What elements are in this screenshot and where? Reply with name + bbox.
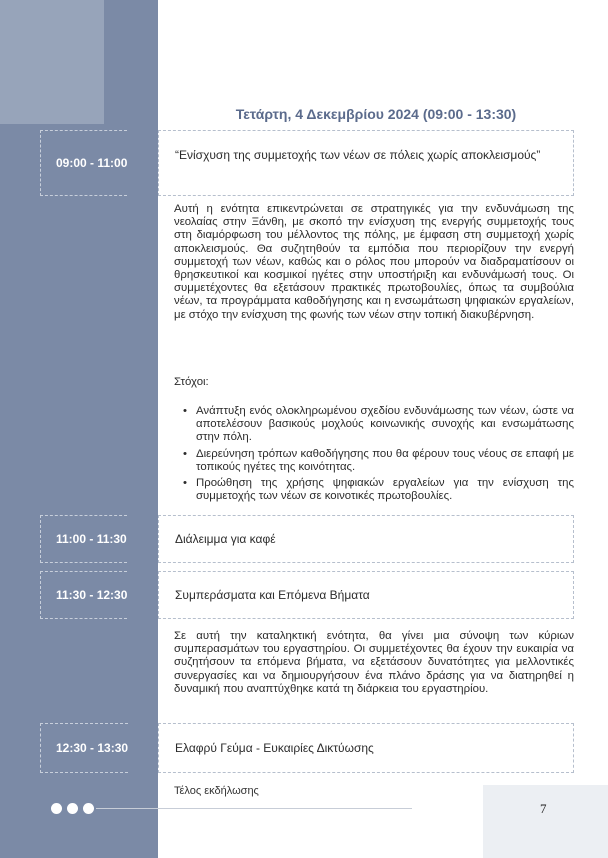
session-time: 11:30 - 12:30 [40,571,127,619]
dot-icon [67,803,78,814]
decorative-dots [51,803,94,814]
page-number: 7 [540,801,547,816]
page-number-box [483,785,608,858]
list-item: • Ανάπτυξη ενός ολοκληρωμένου σχεδίου ενδυνάμωσης των νέων, ώστε να αποτελέσουν βασικούς μοχλούς κοινωνικής συνοχής και ενσωμάτωσης στην πόλη. [196,405,574,445]
session-description: Σε αυτή την καταληκτική ενότητα, θα γίνει μια σύνοψη των κύριων συμπερασμάτων του εργαστηρίου. Οι συμμετέχοντες θα έχουν την ευκαιρία να συζητήσουν τα επόμενα βήματα, να εξετάσουν δυνατότητες για μελλοντικές συνεργασίες και να δημιουργήσουν ένα πλάνο δράσης για να διατηρηθεί η δυναμική που αναπτύχθηκε κατά τη διάρκεια του εργαστηρίου. [174,630,574,695]
session-title: Συμπεράσματα και Επόμενα Βήματα [158,571,574,619]
dot-icon [51,803,62,814]
session-title: “Ενίσχυση της συμμετοχής των νέων σε πόλεις χωρίς αποκλεισμούς” [158,130,574,196]
list-item: • Διερεύνηση τρόπων καθοδήγησης που θα φέρουν τους νέους σε επαφή με τοπικούς ηγέτες της κοινότητας. [196,448,574,474]
date-heading: Τετάρτη, 4 Δεκεμβρίου 2024 (09:00 - 13:30) [235,106,517,122]
dot-icon [83,803,94,814]
end-of-event-text: Τέλος εκδήλωσης [174,785,259,797]
footer-divider [96,808,412,809]
list-item: • Προώθηση της χρήσης ψηφιακών εργαλείων για την ενίσχυση της συμμετοχής των νέων σε κοινοτικές πρωτοβουλίες. [196,477,574,503]
goals-label: Στόχοι: [174,376,209,388]
session-time: 12:30 - 13:30 [40,723,128,773]
session-time: 09:00 - 11:00 [40,130,127,196]
sidebar-accent-block [0,0,104,124]
session-title: Διάλειμμα για καφέ [158,515,574,563]
session-description: Αυτή η ενότητα επικεντρώνεται σε στρατηγικές για την ενδυνάμωση της νεολαίας στην Ξάνθη, με σκοπό την ενίσχυση της ενεργής συμμετοχής τους στη διαμόρφωση του μέλλοντος της πόλης, με έμφαση στη συμμετοχή χωρίς αποκλεισμούς. Θα συζητηθούν τα εμπόδια που περιορίζουν την ενεργή συμμετοχή των νέων, καθώς και ο ρόλος που μπορούν να διαδραματίσουν οι θρησκευτικοί και κοσμικοί ηγέτες στην υποστήριξη και ενδυνάμωσή τους. Οι συμμετέχοντες θα εξετάσουν πρακτικές πρωτοβουλίες, όπως τα συμβούλια νέων, τα προγράμματα καθοδήγησης και η ενσωμάτωση ψηφιακών εργαλείων, με στόχο την ενίσχυση της φωνής των νέων στην τοπική διακυβέρνηση. [174,203,574,321]
goals-list [196,405,574,506]
session-time: 11:00 - 11:30 [40,515,127,563]
session-title: Ελαφρύ Γεύμα - Ευκαιρίες Δικτύωσης [158,723,574,773]
